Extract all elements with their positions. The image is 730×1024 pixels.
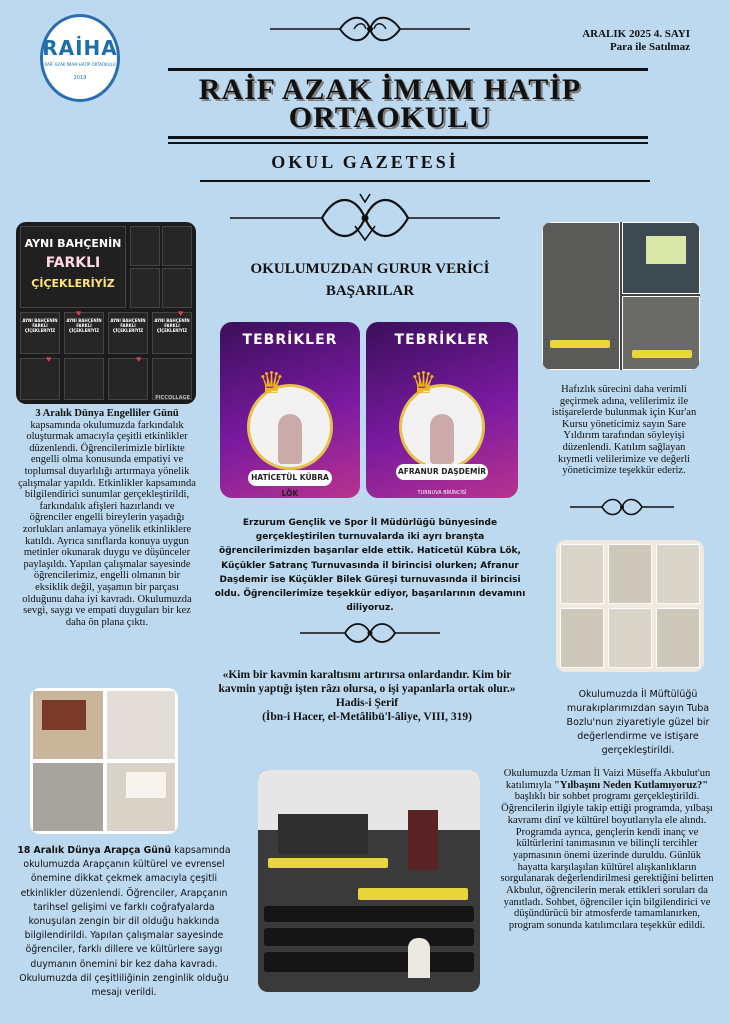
arabic-day-heading: 18 Aralık Dünya Arapça Günü [17,845,172,856]
poster-small-caption: AYNI BAHÇENİN FARKLI ÇİÇEKLERİYİZ [66,318,102,333]
top-ornament-icon [270,12,470,46]
poster-card [130,268,160,308]
poster-credit: PICCOLLAGE [155,395,190,401]
arabic-day-photo [30,688,178,834]
poster-main-panel [20,226,126,308]
masthead-rule-mid [168,136,648,139]
seat-row [358,888,468,900]
card-student-name: HATİCETÜL KÜBRA LÖK [248,470,332,486]
hadith-source: (İbn-i Hacer, el-Metâlibü'l-âliye, VIII, 319) [262,711,472,723]
seat-row [264,928,474,946]
photo-tile [106,690,176,760]
disability-day-heading: 3 Aralık Dünya Engelliler Günü [35,408,179,419]
new-year-article [500,768,714,932]
classroom-visit-photo [556,540,704,672]
price-line: Para ile Satılmaz [609,41,690,53]
masthead-rule-top [168,68,648,71]
center-ornament-icon [230,188,500,248]
heart-icon: ♥ [76,308,82,318]
photo-tile [622,296,700,370]
hadith-text: «Kim bir kavmin karaltısını artırırsa onlardandır. Kim bir kavmin yaptığı işten râzı olursa, o işi yapanlarla ortak olur.» [218,669,516,695]
photo-tile [656,608,700,668]
issue-info [582,28,690,54]
school-name-line2: ORTAOKULU [288,101,492,134]
poster-card [130,226,160,266]
card-header: TEBRİKLER [242,332,338,348]
photo-tile [608,544,652,604]
poster-small-caption: AYNI BAHÇENİN FARKLI ÇİÇEKLERİYİZ [22,318,58,333]
stage-screen [278,814,368,854]
photo-tile [560,608,604,668]
new-year-quote-title: "Yılbaşını Neden Kutlamıyoruz?" [554,779,709,791]
right-ornament-icon [570,494,674,520]
display-board [42,700,86,730]
logo-year: 2019 [73,74,87,81]
hadith-label: Hadis-i Şerif [335,697,399,709]
hafizlik-photo [542,222,700,370]
new-year-intro: Okulumuzda Uzman İl Vaizi Müseffa Akbulut'un katılımıyla [503,768,711,791]
conference-hall-photo [258,770,480,992]
poster-card [64,358,104,400]
disability-day-body: kapsamında okulumuzda farkındalık oluşturmak amacıyla çeşitli etkinlikler düzenlendi. Öğrencilerimizle birlikte engelli olma konusunda empatiyi ve toplumsal duyarlılığı artırmaya yönelik çalışmalar yapıldı. Etkinlikler kapsamında bilgilendirici sunumlar gerçekleştirildi, farkındalık afişleri hazırlandı ve öğrenciler engelli bireylerin yaşadığı zorlukları anlamaya yönelik etkinliklere katıldı. Ayrıca sınıflarda konuya uygun metinler okunarak duygu ve düşünceler paylaşıldı. Yapılan çalışmalar sayesinde öğrencilerimiz, engelli olmanın bir eksiklik değil, yaşamın bir parçası olduğunu daha iyi kavradı. Okulumuzda sevgi, saygı ve empati duyguları bir kez daha ön plana çıktı. [18,419,196,628]
heart-icon: ♥ [136,354,142,364]
flag-banner [408,810,438,870]
poster-main-line1: AYNI BAHÇENİN [24,237,122,250]
seat-row [268,858,388,868]
poster-small-caption: AYNI BAHÇENİN FARKLI ÇİÇEKLERİYİZ [110,318,146,333]
projection-screen [126,772,166,798]
audience-figure [408,938,430,978]
logo-mark: RAİHA [42,35,118,60]
poster-card [20,358,60,400]
masthead-rule-mid2 [168,142,648,144]
screen-display [646,236,686,264]
heart-icon: ♥ [46,354,52,364]
new-year-body: başlıklı bir sohbet programı gerçekleştirildi. Öğrencilerin ilgiyle takip ettiği programda, yılbaşı kavramı dinî ve kültürel boyutlarıyla ele alındı. Programda ayrıca, gençlerin kendi inanç ve kültürlerini tanımasının ve bilinçli tercihler yapmasının önemi üzerinde duruldu. Günlük hayatta karşılaşılan kültürel alışkanlıkların sorgulanarak değerlendirilmesi gerektiğini belirten Akbulut, öğrencilerin merak ettikleri soruları da yanıtladı. Sohbet, öğrenciler için bilgilendirici ve düşündürücü bir atmosferde tamamlanırken, program sonunda katılımcılara teşekkür edildi. [500,791,714,932]
congrats-card-2 [366,322,518,498]
disability-day-article [18,408,196,628]
poster-card [108,358,148,400]
poster-main-line2: FARKLI [45,255,101,271]
poster-small-caption: AYNI BAHÇENİN FARKLI ÇİÇEKLERİYİZ [154,318,190,333]
achievements-title-line1: OKULUMUZDAN GURUR VERİCİ [250,261,490,277]
hafizlik-article: Hafızlık sürecini daha verimli geçirmek adına, velilerimiz ile istişarelerde bulunmak için Kur'an Kursu yöneticimiz sayın Sare Yıldırım tarafından söyleyişi düzenlendi. Katılım sağlayan kıymetli velilerimize ve değerli yöneticimize teşekkür ederiz. [551,384,697,477]
heart-icon: ♥ [178,308,184,318]
card-tag: TURNUVA BİRİNCİSİ [417,490,467,496]
issue-line: ARALIK 2025 4. SAYI [582,28,690,40]
student-figure [278,414,302,464]
school-logo [40,14,120,102]
photo-tile [656,544,700,604]
crown-icon: ♛ [258,367,285,400]
achievements-title-line2: BAŞARILAR [325,283,415,299]
poster-card [162,268,192,308]
seat-row [264,906,474,922]
student-figure [430,414,454,464]
logo-subtext: RAİF AZAK İMAM HATİP ORTAOKULU [44,61,116,67]
seat-row [632,350,692,358]
masthead-rule-bottom [200,180,650,182]
arabic-day-body: kapsamında okulumuzda Arapçanın kültürel ve evrensel önemine dikkat çekmek amacıyla çeşitli etkinlikler düzenlendi. Öğrenciler, Arapçanın tarihsel gelişimi ve farklı coğrafyalarda konuşulan zengin bir dil olduğu hakkında bilgilendirildi. Yapılan çalışmalar sayesinde öğrenciler, farklı dillere ve kültürlere saygı duymanın önemini bir kez daha kavradı. Okulumuzda dil çeşitliliğinin zenginlik olduğu mesajı verildi. [19,845,231,999]
seat-row [550,340,610,348]
photo-tile [560,544,604,604]
poster-main-line3: ÇİÇEKLERİYİZ [31,277,115,290]
card-header: TEBRİKLER [394,332,490,348]
poster-card [162,226,192,266]
hadith-ornament-icon [300,618,440,648]
mufti-visit-article: Okulumuzda İl Müftülüğü murakıplarımızdan sayın Tuba Bozlu'nun ziyaretiyle güzel bir değerlendirme ve istişare gerçekleştirildi. [566,689,710,756]
card-student-name: AFRANUR DAŞDEMİR [396,464,487,480]
photo-tile [608,608,652,668]
poster-card [152,358,192,400]
crown-icon: ♛ [410,367,437,400]
arabic-day-article [16,844,232,1000]
photo-tile [32,762,104,832]
achievements-news: Erzurum Gençlik ve Spor İl Müdürlüğü bünyesinde gerçekleştirilen turnuvalarda iki ayrı branşta öğrencilerimizden başarılar elde ettik. Haticetül Kübra Lök, Küçükler Satranç Turnuvasında il birincisi olurken; Afranur Daşdemir ise Küçükler Bilek Güreşi turnuvasında il birincisi oldu. Öğrencilerimize teşekkür ediyor, başarılarının devamını diliyoruz. [214,518,526,614]
poster-photo [16,222,196,404]
seat-row [264,952,474,972]
school-name-line1: RAİF AZAK İMAM HATİP [198,73,582,106]
newspaper-subtitle: OKUL GAZETESİ [271,152,459,172]
congrats-card-1 [220,322,360,498]
achievements-title [220,258,520,302]
hadith-block [208,668,526,724]
